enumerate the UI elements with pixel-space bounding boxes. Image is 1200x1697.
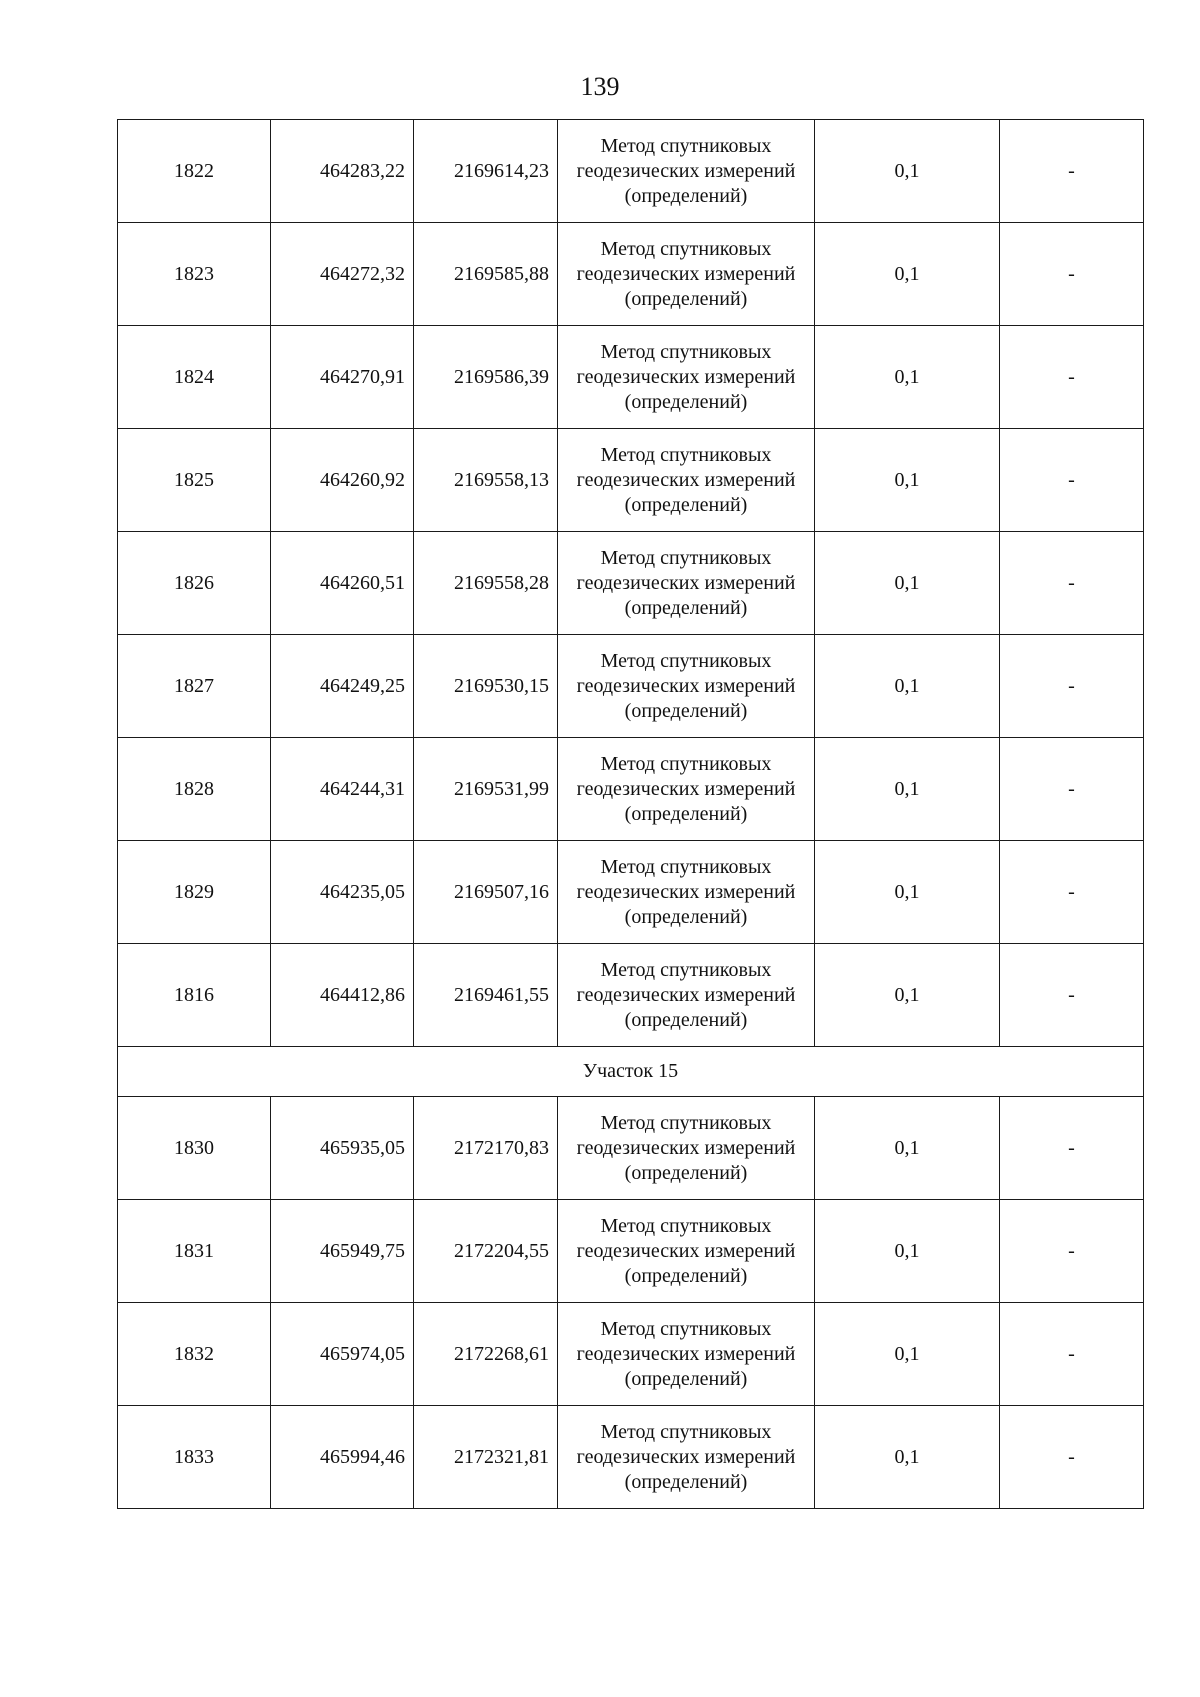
table-row [118,1200,1144,1303]
method-line: (определений) [624,1470,748,1493]
x-coordinate-cell: 464412,86 [271,944,414,1047]
method-cell [558,635,815,738]
method-line: Метод спутниковых [600,855,772,878]
y-coordinate-cell: 2169614,23 [414,120,558,223]
point-number-cell: 1830 [118,1097,271,1200]
point-number-cell: 1824 [118,326,271,429]
method-line: Метод спутниковых [600,134,772,157]
method-line: геодезических измерений [576,262,796,285]
description-cell: - [1000,944,1144,1047]
accuracy-cell: 0,1 [815,635,1000,738]
y-coordinate-cell: 2169558,28 [414,532,558,635]
x-coordinate-cell: 465974,05 [271,1303,414,1406]
y-coordinate-cell: 2169585,88 [414,223,558,326]
table-row [118,223,1144,326]
description-cell: - [1000,1406,1144,1509]
x-coordinate-cell: 464270,91 [271,326,414,429]
y-coordinate-cell: 2169530,15 [414,635,558,738]
method-cell [558,326,815,429]
description-cell: - [1000,841,1144,944]
method-line: Метод спутниковых [600,1420,772,1443]
table-row [118,1406,1144,1509]
y-coordinate-cell: 2172204,55 [414,1200,558,1303]
method-line: геодезических измерений [576,1239,796,1262]
y-coordinate-cell: 2169531,99 [414,738,558,841]
y-coordinate-cell: 2169507,16 [414,841,558,944]
accuracy-cell: 0,1 [815,1097,1000,1200]
method-cell [558,1200,815,1303]
method-line: (определений) [624,390,748,413]
method-cell [558,738,815,841]
method-line: геодезических измерений [576,1136,796,1159]
description-cell: - [1000,223,1144,326]
accuracy-cell: 0,1 [815,738,1000,841]
method-line: (определений) [624,1161,748,1184]
method-line: (определений) [624,699,748,722]
table-row [118,326,1144,429]
accuracy-cell: 0,1 [815,1200,1000,1303]
x-coordinate-cell: 464244,31 [271,738,414,841]
accuracy-cell: 0,1 [815,1406,1000,1509]
accuracy-cell: 0,1 [815,223,1000,326]
x-coordinate-cell: 465994,46 [271,1406,414,1509]
method-line: (определений) [624,287,748,310]
method-line: геодезических измерений [576,983,796,1006]
method-line: геодезических измерений [576,571,796,594]
point-number-cell: 1816 [118,944,271,1047]
accuracy-cell: 0,1 [815,429,1000,532]
description-cell: - [1000,1303,1144,1406]
x-coordinate-cell: 464260,92 [271,429,414,532]
method-line: геодезических измерений [576,468,796,491]
x-coordinate-cell: 464283,22 [271,120,414,223]
method-line: Метод спутниковых [600,752,772,775]
table-row [118,532,1144,635]
point-number-cell: 1832 [118,1303,271,1406]
point-number-cell: 1831 [118,1200,271,1303]
x-coordinate-cell: 465949,75 [271,1200,414,1303]
description-cell: - [1000,1097,1144,1200]
x-coordinate-cell: 464260,51 [271,532,414,635]
point-number-cell: 1822 [118,120,271,223]
description-cell: - [1000,429,1144,532]
method-line: Метод спутниковых [600,340,772,363]
method-cell [558,1406,815,1509]
y-coordinate-cell: 2169586,39 [414,326,558,429]
y-coordinate-cell: 2172170,83 [414,1097,558,1200]
method-line: (определений) [624,596,748,619]
accuracy-cell: 0,1 [815,841,1000,944]
method-line: (определений) [624,493,748,516]
method-cell [558,1097,815,1200]
point-number-cell: 1833 [118,1406,271,1509]
table-row [118,841,1144,944]
method-line: Метод спутниковых [600,1111,772,1134]
table-row [118,738,1144,841]
table-row [118,429,1144,532]
method-line: геодезических измерений [576,674,796,697]
method-line: геодезических измерений [576,777,796,800]
method-cell [558,532,815,635]
table-row [118,635,1144,738]
accuracy-cell: 0,1 [815,944,1000,1047]
accuracy-cell: 0,1 [815,326,1000,429]
table-body [118,120,1144,1509]
y-coordinate-cell: 2172268,61 [414,1303,558,1406]
section-label: Участок 15 [118,1047,1144,1097]
description-cell: - [1000,635,1144,738]
section-header-row [118,1047,1144,1097]
method-cell [558,429,815,532]
method-cell [558,120,815,223]
accuracy-cell: 0,1 [815,532,1000,635]
table-row [118,1303,1144,1406]
point-number-cell: 1825 [118,429,271,532]
method-line: Метод спутниковых [600,1214,772,1237]
x-coordinate-cell: 464235,05 [271,841,414,944]
table-row [118,1097,1144,1200]
method-cell [558,944,815,1047]
method-line: (определений) [624,1008,748,1031]
method-line: Метод спутниковых [600,237,772,260]
method-line: геодезических измерений [576,1342,796,1365]
method-line: (определений) [624,802,748,825]
method-line: Метод спутниковых [600,958,772,981]
y-coordinate-cell: 2169461,55 [414,944,558,1047]
description-cell: - [1000,738,1144,841]
point-number-cell: 1827 [118,635,271,738]
x-coordinate-cell: 464249,25 [271,635,414,738]
method-line: (определений) [624,1264,748,1287]
method-line: (определений) [624,1367,748,1390]
method-line: геодезических измерений [576,880,796,903]
method-cell [558,841,815,944]
description-cell: - [1000,326,1144,429]
point-number-cell: 1828 [118,738,271,841]
method-line: геодезических измерений [576,159,796,182]
table-row [118,120,1144,223]
page-number: 139 [580,72,620,101]
x-coordinate-cell: 465935,05 [271,1097,414,1200]
y-coordinate-cell: 2169558,13 [414,429,558,532]
description-cell: - [1000,120,1144,223]
method-line: Метод спутниковых [600,649,772,672]
method-line: геодезических измерений [576,1445,796,1468]
table-row [118,944,1144,1047]
method-line: геодезических измерений [576,365,796,388]
point-number-cell: 1829 [118,841,271,944]
point-number-cell: 1823 [118,223,271,326]
point-number-cell: 1826 [118,532,271,635]
description-cell: - [1000,532,1144,635]
method-line: Метод спутниковых [600,443,772,466]
accuracy-cell: 0,1 [815,120,1000,223]
x-coordinate-cell: 464272,32 [271,223,414,326]
method-line: (определений) [624,905,748,928]
method-line: (определений) [624,184,748,207]
coordinates-table [117,119,1144,1509]
y-coordinate-cell: 2172321,81 [414,1406,558,1509]
method-cell [558,223,815,326]
accuracy-cell: 0,1 [815,1303,1000,1406]
method-line: Метод спутниковых [600,546,772,569]
method-cell [558,1303,815,1406]
method-line: Метод спутниковых [600,1317,772,1340]
description-cell: - [1000,1200,1144,1303]
